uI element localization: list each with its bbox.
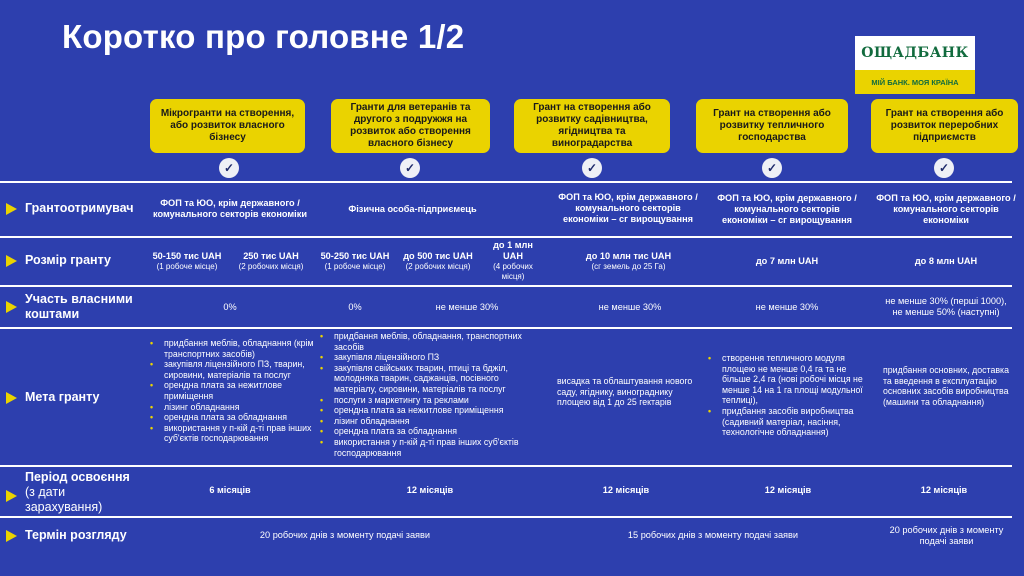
grant-size-cell: до 8 млн UAH (914, 255, 978, 266)
grantee-cell: ФОП та ЮО, крім державного / комунального секторів економіки (876, 192, 1016, 225)
grant-size-cell: до 7 млн UAH (755, 255, 819, 266)
row-divider (0, 465, 1012, 467)
list-item: • лізинг обладнання (150, 402, 316, 413)
checkmark-icon: ✓ (400, 158, 420, 178)
purpose-text-horticulture: висадка та облаштування нового саду, ягіднику, винограднику площею від 1 до 25 гектарів (557, 376, 693, 408)
grant-size-cell: до 500 тис UAH (2 робочих місця) (403, 250, 473, 271)
purpose-list-microgrants (150, 338, 316, 444)
row-label-own-funds: Участь власними коштами (6, 292, 136, 322)
triangle-bullet-icon (6, 203, 17, 215)
program-card-horticulture: Грант на створення або розвитку садівництва, ягідництва та виноградарства (514, 99, 670, 153)
review-cell: 20 робочих днів з моменту подачі заяви (889, 525, 1004, 546)
grant-size-cell: 50-250 тис UAH (1 робоче місце) (320, 250, 390, 271)
list-item: • орендна плата за нежитлове приміщення (320, 405, 538, 416)
grantee-cell: Фізична особа-підприємець (348, 203, 477, 214)
program-card-greenhouse: Грант на створення або розвитку тепличного господарства (696, 99, 848, 153)
list-item: • послуги з маркетингу та реклами (320, 395, 538, 406)
grantee-cell: ФОП та ЮО, крім державного / комунального секторів економіки (153, 198, 307, 219)
period-cell: 6 місяців (209, 484, 251, 495)
grant-size-cell: до 10 млн тис UAH (сг земель до 25 Га) (585, 250, 672, 271)
own-funds-cell: не менше 30% (перші 1000), не менше 50% (наступні) (885, 296, 1007, 317)
program-card-processing: Грант на створення або розвиток переробних підприємств (871, 99, 1018, 153)
row-divider (0, 516, 1012, 518)
row-label-period: Період освоєння (з дати зарахування) (6, 470, 141, 515)
period-cell: 12 місяців (602, 484, 650, 495)
row-divider (0, 181, 1012, 183)
row-label-grantee: Грантоотримувач (6, 201, 134, 216)
list-item: • закупівля свійських тварин, птиці та бджіл, молодняка тварин, саджанців, посівного матеріалу, сировини, матеріалів та послуг (320, 363, 538, 395)
purpose-list-greenhouse (708, 353, 866, 438)
list-item: • використання у п-кій д-ті прав інших суб'єктів господарювання (320, 437, 538, 458)
list-item: • орендна плата за обладнання (320, 426, 538, 437)
review-cell: 15 робочих днів з моменту подачі заяви (627, 529, 799, 540)
grant-size-cell: 250 тис UAH (2 робочих місця) (238, 250, 304, 271)
list-item: • використання у п-кій д-ті прав інших суб'єктів господарювання (150, 423, 316, 444)
triangle-bullet-icon (6, 392, 17, 404)
grant-size-cell: 50-150 тис UAH (1 робоче місце) (152, 250, 222, 271)
grant-size-cell: до 1 млн UAH (4 робочих місця) (493, 240, 533, 281)
program-card-microgrants: Мікрогранти на створення, або розвиток власного бізнесу (150, 99, 305, 153)
bank-logo (855, 36, 975, 94)
list-item: • орендна плата за обладнання (150, 412, 316, 423)
row-label-size: Розмір гранту (6, 253, 111, 268)
purpose-text-processing: придбання основних, доставка та введення в експлуатацію основних засобів виробництва (машини та обладнання) (883, 365, 1009, 407)
logo-name: ОЩАДБАНК (855, 36, 975, 70)
list-item: • лізинг обладнання (320, 416, 538, 427)
checkmark-icon: ✓ (762, 158, 782, 178)
triangle-bullet-icon (6, 530, 17, 542)
triangle-bullet-icon (6, 301, 17, 313)
list-item: • придбання засобів виробництва (садивний матеріал, насіння, технологічне обладнання) (708, 406, 866, 438)
triangle-bullet-icon (6, 490, 17, 502)
program-card-veterans: Гранти для ветеранів та другого з подружжя на розвиток або створення власного бізнесу (331, 99, 490, 153)
checkmark-icon: ✓ (219, 158, 239, 178)
grantee-cell: ФОП та ЮО, крім державного / комунального секторів економіки – сг вирощування (558, 191, 698, 224)
row-divider (0, 327, 1012, 329)
list-item: • придбання меблів, обладнання, транспортних засобів (320, 331, 538, 352)
period-cell: 12 місяців (406, 484, 454, 495)
row-divider (0, 285, 1012, 287)
period-cell: 12 місяців (764, 484, 812, 495)
checkmark-icon: ✓ (582, 158, 602, 178)
own-funds-cell: 0% (223, 301, 237, 312)
own-funds-cell: не менше 30% (598, 301, 662, 312)
list-item: • створення тепличного модуля площею не менше 0,4 га та не більше 2,4 га (нові робочі місця не менше 14 на 1 га площі модульної теплиці), (708, 353, 866, 406)
period-cell: 12 місяців (920, 484, 968, 495)
list-item: • закупівля ліцензійного ПЗ (320, 352, 538, 363)
own-funds-cell: не менше 30% (435, 301, 499, 312)
logo-slogan: МІЙ БАНК. МОЯ КРАЇНА (855, 70, 975, 94)
list-item: • орендна плата за нежитлове приміщення (150, 380, 316, 401)
triangle-bullet-icon (6, 255, 17, 267)
review-cell: 20 робочих днів з моменту подачі заяви (259, 529, 431, 540)
row-label-review: Термін розгляду (6, 528, 127, 543)
own-funds-cell: 0% (348, 301, 362, 312)
purpose-list-veterans (320, 331, 538, 458)
list-item: • закупівля ліцензійного ПЗ, тварин, сировини, матеріалів та послуг (150, 359, 316, 380)
own-funds-cell: не менше 30% (755, 301, 819, 312)
checkmark-icon: ✓ (934, 158, 954, 178)
row-label-purpose: Мета гранту (6, 390, 99, 405)
page-title: Коротко про головне 1/2 (62, 18, 465, 55)
list-item: • придбання меблів, обладнання (крім транспортних засобів) (150, 338, 316, 359)
grantee-cell: ФОП та ЮО, крім державного / комунального секторів економіки – сг вирощування (717, 192, 857, 225)
